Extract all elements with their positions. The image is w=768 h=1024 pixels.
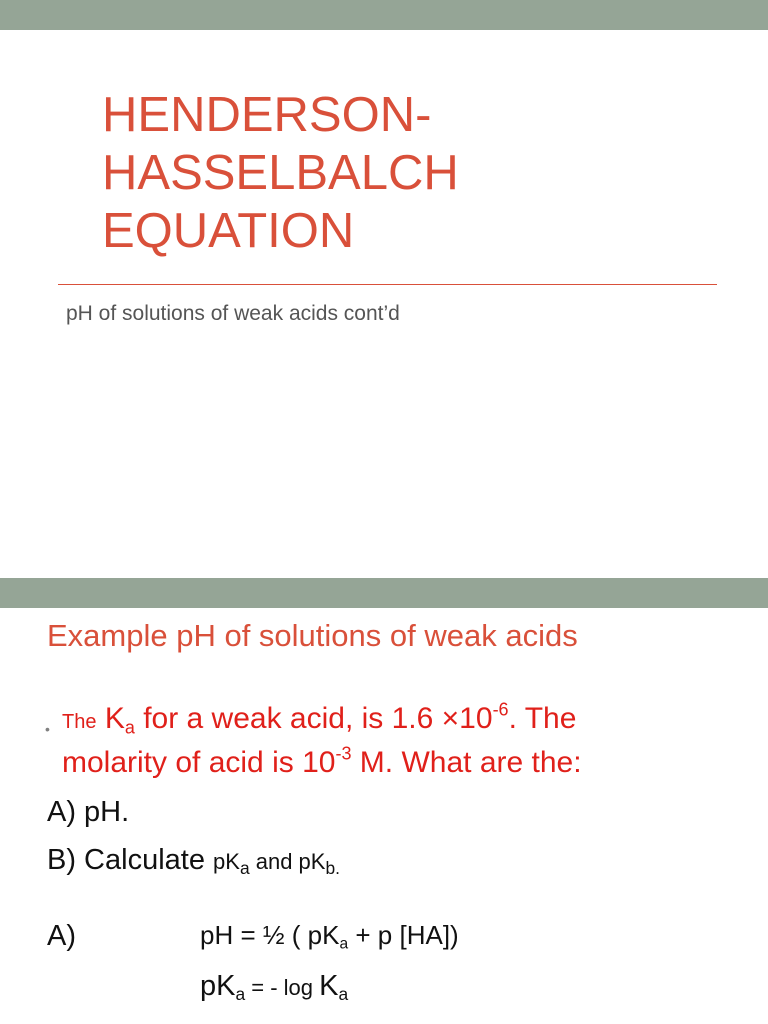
- slide-title: [102, 86, 459, 260]
- pkb-symbol: pK: [298, 849, 326, 874]
- equation-2-subscript: a: [235, 984, 246, 1005]
- equation-1-text: pH = ½ ( pK: [200, 920, 340, 950]
- question-the: The: [62, 711, 97, 733]
- equation-2-mid: = - log: [245, 975, 320, 1000]
- equation-1: [200, 920, 459, 951]
- slide-subtitle: pH of solutions of weak acids cont’d: [66, 302, 400, 325]
- exponent-1: -6: [492, 699, 509, 720]
- bullet-icon: •: [45, 721, 50, 737]
- equation-2-k: K: [319, 970, 339, 1002]
- equation-1-subscript: a: [339, 935, 349, 953]
- title-divider: [58, 284, 717, 285]
- item-b-prefix: B) Calculate: [47, 844, 214, 876]
- pka-subscript: a: [239, 858, 250, 879]
- equation-2-pk: pK: [200, 970, 236, 1002]
- item-b: [47, 844, 340, 877]
- slide-top-bar: [0, 578, 768, 608]
- answer-label: A): [47, 920, 76, 952]
- title-line-2: HASSELBALCH: [102, 146, 459, 200]
- item-a: A) pH.: [47, 796, 130, 828]
- ka-symbol: K: [104, 702, 125, 735]
- question-text-2a: molarity of acid is 10: [62, 746, 336, 779]
- question-text-1: for a weak acid, is 1.6 ×10: [143, 702, 493, 735]
- exponent-2: -3: [335, 743, 352, 764]
- question-line-2: [62, 743, 582, 780]
- question-text-1b: . The: [508, 702, 577, 735]
- slide-heading: Example pH of solutions of weak acids: [47, 618, 578, 653]
- title-line-1: HENDERSON-: [102, 88, 432, 142]
- equation-2-k-subscript: a: [338, 984, 349, 1005]
- pkb-subscript: b.: [325, 858, 340, 879]
- equation-1-rest: + p [HA]): [348, 920, 459, 950]
- ka-subscript: a: [124, 717, 135, 738]
- title-line-3: EQUATION: [102, 204, 355, 258]
- question-text-2b: M. What are the:: [351, 746, 582, 779]
- example-slide: [0, 578, 768, 1024]
- question-line-1: [62, 699, 577, 738]
- item-b-and: and: [249, 849, 299, 874]
- pka-symbol: pK: [213, 849, 240, 874]
- equation-2: [200, 970, 348, 1003]
- slide-top-bar: [0, 0, 768, 30]
